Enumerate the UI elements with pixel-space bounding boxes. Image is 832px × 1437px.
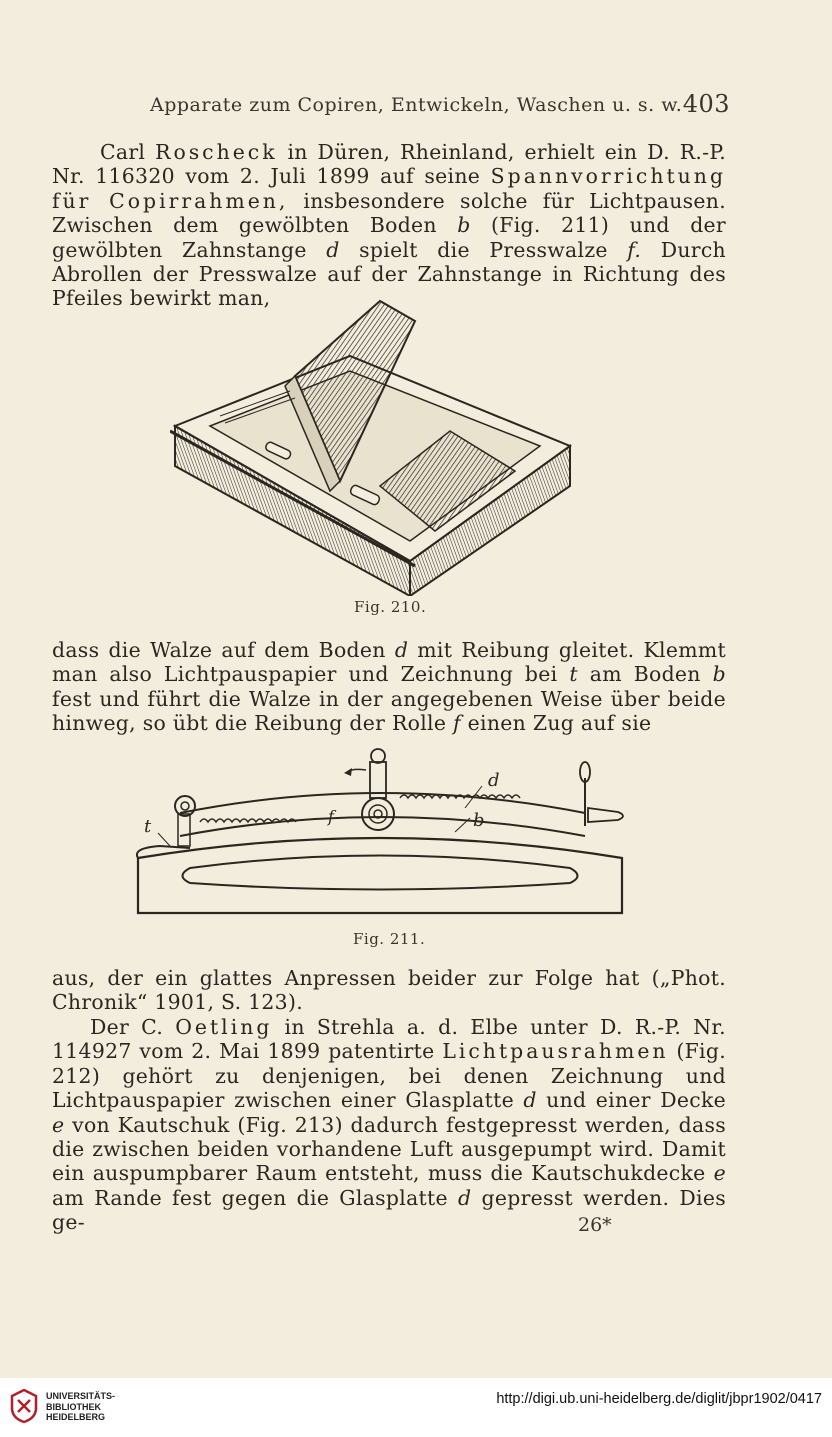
italic-letter: d [326,237,340,262]
text-run: Carl [100,140,146,164]
italic-letter: f. [627,237,642,262]
italic-letter: e [713,1161,726,1186]
digitization-footer [0,1378,832,1437]
italic-letter: d [394,638,409,662]
running-title: Apparate zum Copiren, Entwickeln, Waschen u. s. w. [150,94,683,116]
signature-mark: 26* [578,1214,612,1236]
text-run: gepresst werden. Dies ge- [52,1185,726,1235]
italic-letter: e [52,1112,65,1137]
label-d: d [488,770,500,791]
university-library-logo-icon [10,1388,38,1424]
text-run: (Fig. 212) gehört zu denjenigen, bei denen Zeichnung und Lichtpauspapier zwischen einer Glasplatte [52,1039,726,1113]
label-t: t [144,816,152,837]
text-run: am Boden [589,662,701,687]
text-run: spielt die Presswalze [359,237,608,262]
label-b: b [473,810,485,831]
text-run: fest und führt die Walze in der angegebenen Weise über beide hinweg, so übt die Reibung der Rolle [52,686,726,736]
paragraph-walze [52,638,726,736]
paragraph-phot-chronik [52,966,726,1015]
text-run: dass die Walze auf dem Boden [52,638,386,662]
library-line: HEIDELBERG [46,1412,106,1422]
figure-210-caption: Fig. 210. [354,598,427,616]
library-line: UNIVERSITÄTS- [46,1391,116,1401]
label-f: f– [328,807,342,826]
text-run: insbesondere solche für Lichtpausen. Zwischen dem gewölbten Boden [52,188,726,238]
page-number: 403 [682,90,730,118]
text-run: Durch Abrollen der Presswalze auf der Zahnstange in Richtung des Pfeiles bewirkt man, [52,237,726,311]
text-run: Der C. [90,1015,164,1039]
paragraph-roscheck [52,140,726,311]
figure-211-drawing [130,748,630,916]
text-run: einen Zug auf sie [467,711,652,736]
source-url-link[interactable]: http://digi.ub.uni-heidelberg.de/diglit/jbpr1902/0417 [496,1391,822,1407]
text-run: in Strehla a. d. Elbe unter D. R.-P. Nr. 114927 vom 2. Mai 1899 patentirte [52,1015,726,1064]
term-spannvorrichtung: Spannvorrichtung für Copirrahmen, [52,164,726,213]
italic-letter: d [458,1185,472,1210]
library-line: BIBLIOTHEK [46,1401,101,1412]
italic-letter: b [457,213,471,238]
figure-211-caption: Fig. 211. [353,930,426,948]
library-name [46,1391,115,1423]
italic-letter: b [712,662,726,687]
text-run: mit Reibung gleitet. Klemmt man also Lichtpauspapier und Zeichnung bei [52,638,726,687]
text-run: von Kautschuk (Fig. 213) dadurch festgepresst werden, dass die zwischen beiden vorhandene Luft ausgepumpt wird. Damit ein auspumpbarer Raum entsteht, muss die Kautschukdecke [52,1112,726,1186]
term-lichtpausrahmen: Lichtpausrahmen [442,1039,669,1064]
name-oetling: Oetling [175,1015,273,1039]
text-run: aus, der ein glattes Anpressen beider zur Folge hat („Phot. Chronik“ 1901, S. 123). [52,966,726,1015]
italic-letter: f [453,711,461,736]
text-run: und einer Decke [546,1088,726,1113]
paragraph-oetling [52,1015,726,1235]
text-run: (Fig. 211) und der gewölbten Zahnstange [52,213,726,262]
text-run: in Düren, Rheinland, erhielt ein D. R.-P. Nr. 116320 vom 2. Juli 1899 auf seine [52,140,726,189]
italic-letter: d [523,1088,537,1113]
text-run: am Rande fest gegen die Glasplatte [52,1185,448,1210]
name-roscheck: Roscheck [155,140,278,164]
figure-210-engraving [170,296,590,596]
italic-letter: t [569,662,578,687]
